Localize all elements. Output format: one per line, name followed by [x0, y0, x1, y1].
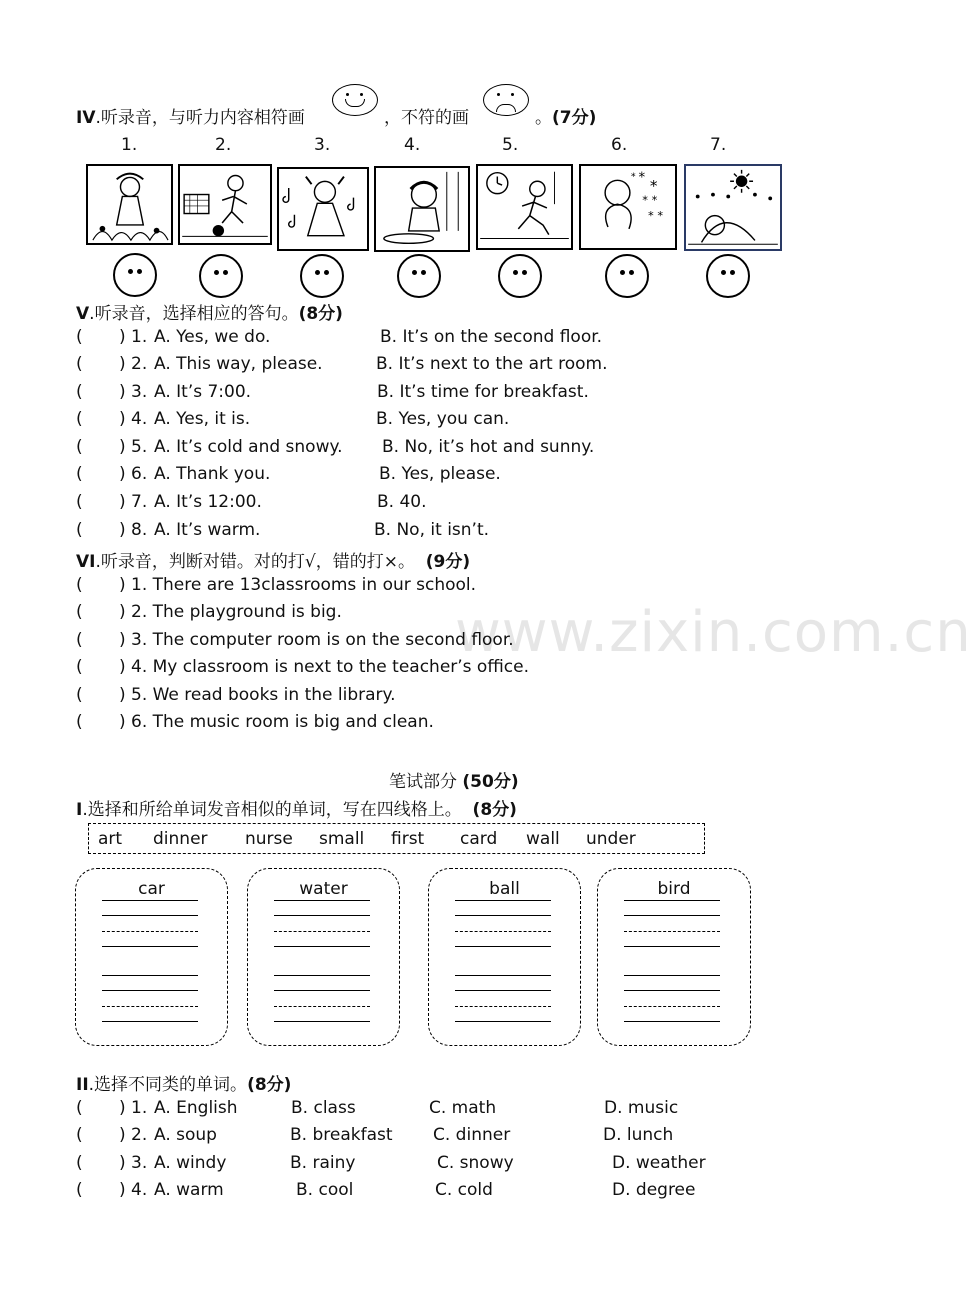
- picture-boy-running-clock: [476, 164, 573, 250]
- word-bank-word: art: [98, 829, 123, 849]
- answer-face-2[interactable]: [199, 254, 243, 298]
- sound-box-word: bird: [657, 879, 691, 899]
- sound-box-ball: [428, 868, 581, 1046]
- section-iv-label: IV: [76, 108, 96, 128]
- section-iv-tail: 。(7分): [535, 108, 597, 128]
- picture-girl-singing: [277, 167, 369, 251]
- word-bank-word: nurse: [245, 829, 293, 849]
- answer-face-7[interactable]: [706, 254, 750, 298]
- picture-boy-sun-rain: [684, 164, 782, 251]
- word-bank-word: first: [391, 829, 425, 849]
- picture-number-3: 3.: [314, 135, 331, 155]
- section-iv-text-a: .听录音，与听力内容相符画: [95, 108, 305, 128]
- picture-boy-eating: [374, 166, 470, 252]
- picture-snowman-snow: [579, 164, 677, 250]
- word-bank-word: wall: [526, 829, 560, 849]
- picture-number-5: 5.: [502, 135, 519, 155]
- sad-face-icon: [483, 84, 529, 116]
- section-i-heading: I.选择和所给单词发音相似的单词，写在四线格上。 (8分): [76, 800, 517, 820]
- answer-face-4[interactable]: [397, 254, 441, 298]
- written-part-title: 笔试部分 (50分): [389, 772, 519, 792]
- word-bank-word: small: [319, 829, 365, 849]
- section-v-heading: V.听录音，选择相应的答句。(8分): [76, 304, 343, 324]
- word-bank-word: under: [586, 829, 636, 849]
- picture-number-2: 2.: [215, 135, 232, 155]
- word-bank-word: dinner: [153, 829, 208, 849]
- word-bank-word: card: [460, 829, 498, 849]
- sound-box-bird: [597, 868, 751, 1046]
- write-line[interactable]: [102, 975, 198, 976]
- section-vi-heading: VI.听录音，判断对错。对的打√，错的打×。 (9分): [76, 552, 471, 572]
- sound-box-word: car: [138, 879, 165, 899]
- write-line[interactable]: [624, 975, 720, 976]
- smiley-face-icon: [332, 84, 378, 116]
- sound-box-word: water: [299, 879, 348, 899]
- word-bank: [88, 823, 705, 854]
- picture-girl-flowers: [86, 164, 173, 245]
- picture-number-1: 1.: [121, 135, 138, 155]
- write-line[interactable]: [455, 975, 551, 976]
- sound-box-car: [75, 868, 228, 1046]
- section-ii-heading: II.选择不同类的单词。(8分): [76, 1075, 292, 1095]
- answer-face-6[interactable]: [605, 254, 649, 298]
- sound-box-word: ball: [489, 879, 520, 899]
- section-iv-heading: [76, 103, 305, 128]
- svg-text:*: *: [630, 171, 636, 183]
- svg-text:* *: * *: [648, 208, 664, 223]
- picture-number-7: 7.: [710, 135, 727, 155]
- watermark: www.zixin.com.cn: [455, 600, 972, 665]
- answer-face-1[interactable]: [113, 253, 157, 297]
- picture-number-6: 6.: [611, 135, 628, 155]
- svg-text:*: *: [649, 176, 658, 195]
- answer-face-3[interactable]: [300, 254, 344, 298]
- section-iv-text-b: ，不符的画: [384, 108, 469, 128]
- sound-box-water: [247, 868, 400, 1046]
- svg-text:* *: * *: [642, 193, 658, 208]
- write-line[interactable]: [274, 975, 370, 976]
- picture-boy-football: [178, 164, 272, 245]
- svg-text:*: *: [638, 170, 646, 186]
- picture-number-4: 4.: [404, 135, 421, 155]
- answer-face-5[interactable]: [498, 254, 542, 298]
